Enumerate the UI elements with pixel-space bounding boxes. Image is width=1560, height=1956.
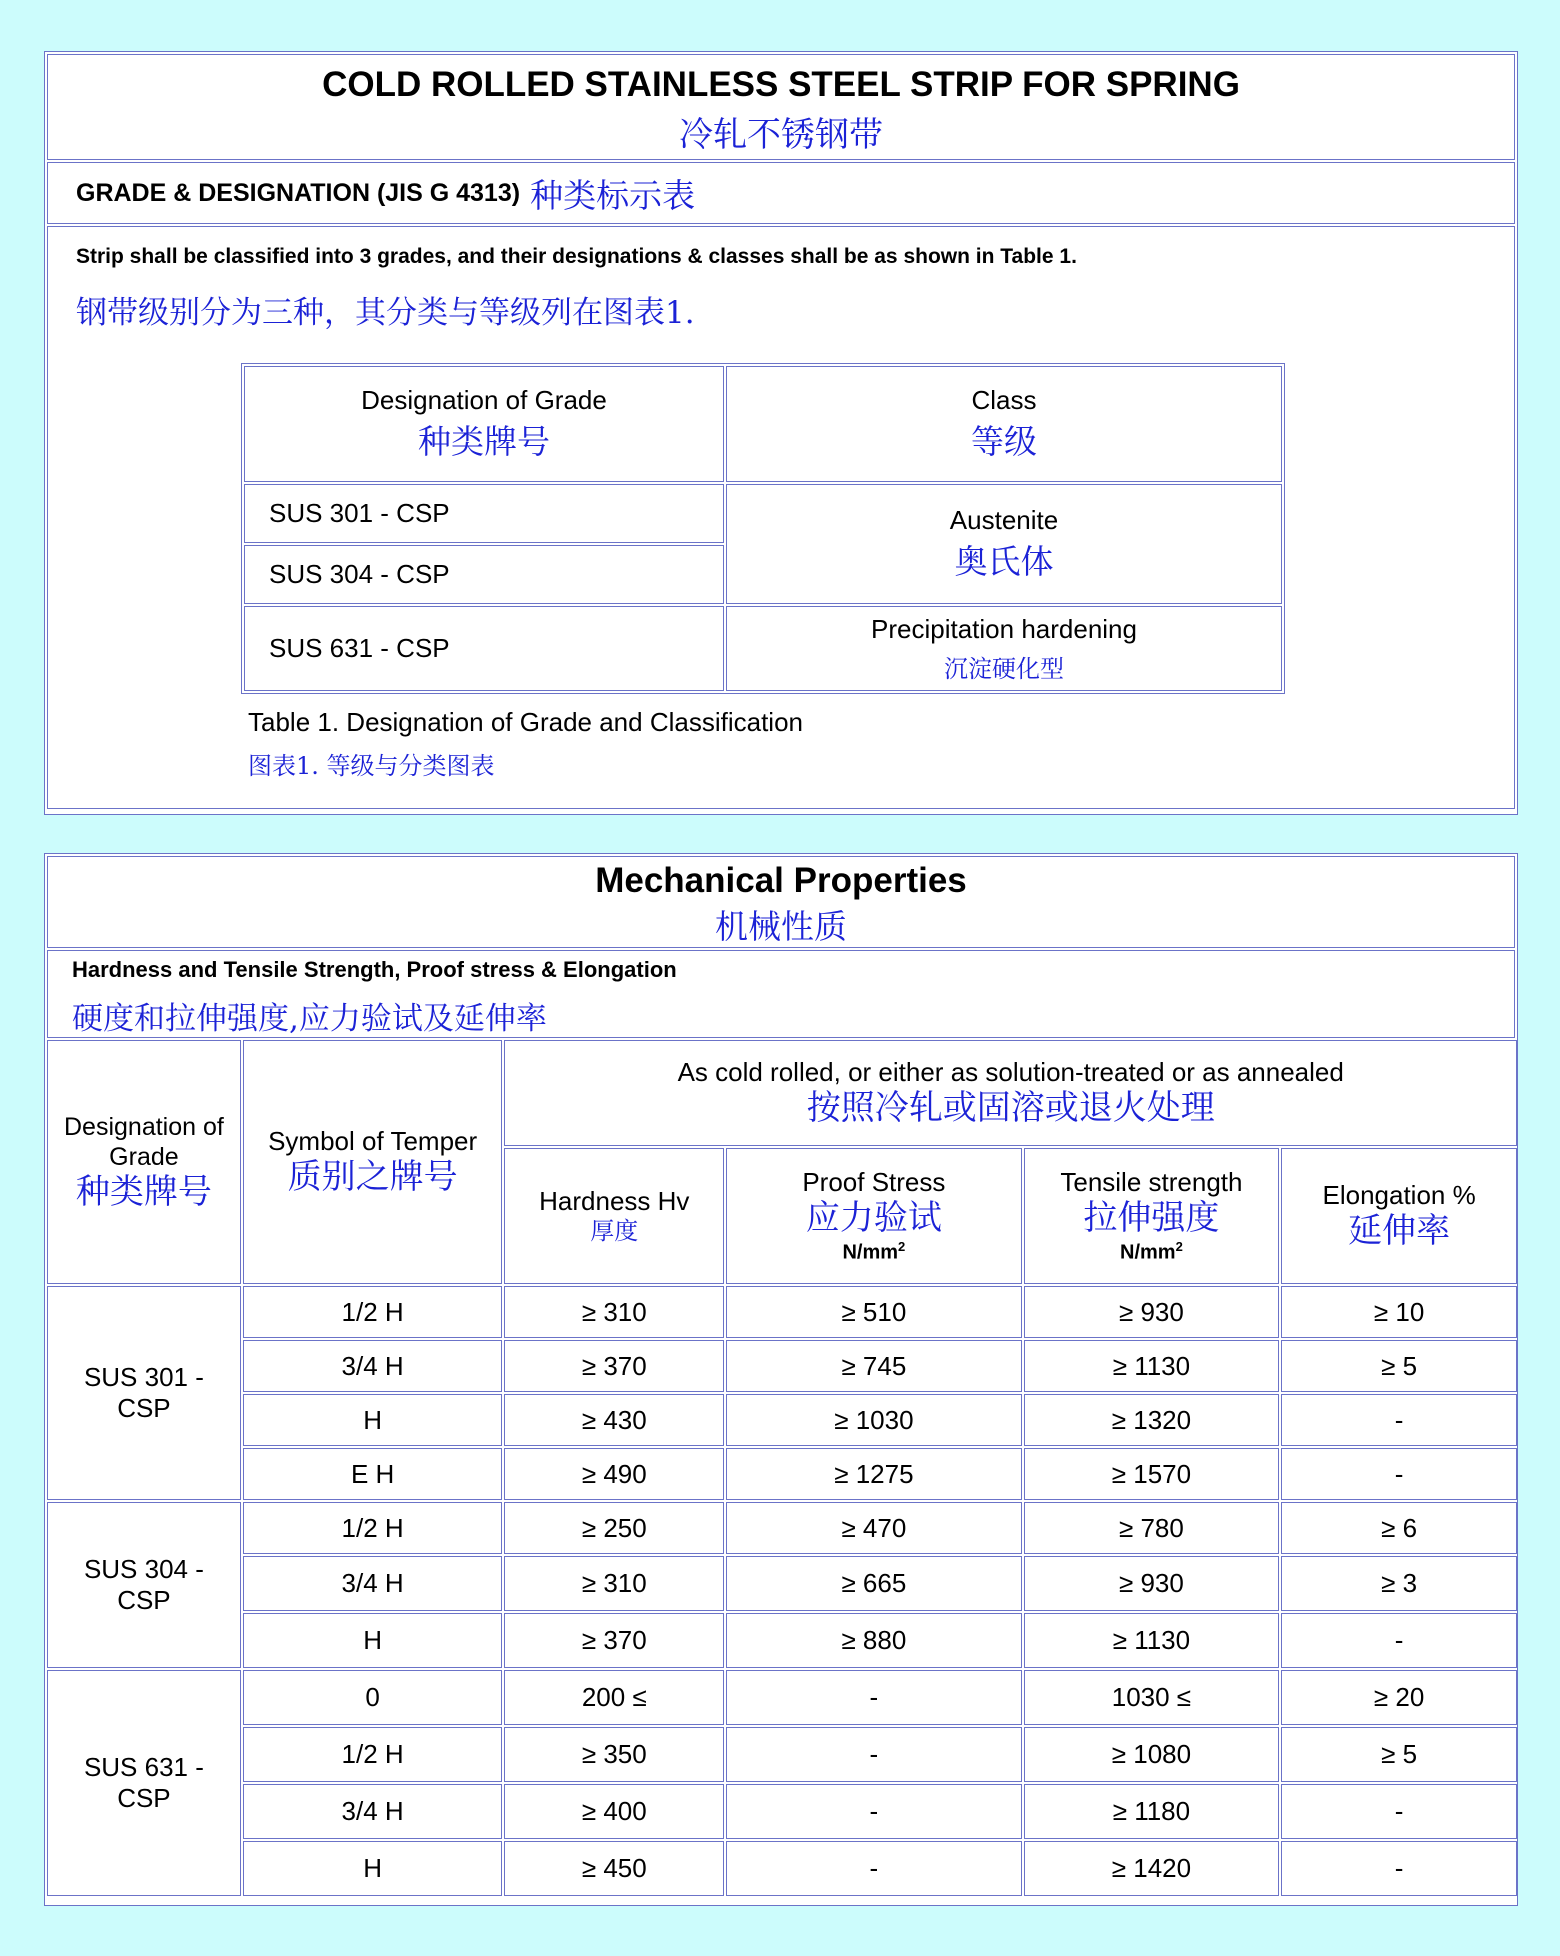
table-caption-text: Table 1. Designation of Grade and Classification [248, 707, 803, 737]
hardness-cell: ≥ 450 [504, 1841, 724, 1896]
elongation-cell: - [1281, 1613, 1517, 1668]
elongation-cell: ≥ 6 [1281, 1502, 1517, 1554]
proof-stress-cell: - [726, 1727, 1021, 1782]
header-hardness-text: Hardness Hv [539, 1186, 690, 1216]
header-temper-chinese: 质别之牌号 [287, 1157, 458, 1198]
col-header-class-chinese: 等级 [971, 422, 1037, 461]
tensile-cell: ≥ 1130 [1024, 1340, 1280, 1392]
hardness-cell: ≥ 350 [504, 1727, 724, 1782]
grade-heading-chinese: 种类标示表 [530, 175, 696, 215]
hardness-cell: ≥ 430 [504, 1394, 724, 1446]
proof-stress-cell: ≥ 880 [726, 1613, 1021, 1668]
temper-cell: 3/4 H [243, 1556, 503, 1611]
grade-heading-text: GRADE & DESIGNATION (JIS G 4313) [76, 178, 521, 207]
tensile-cell: ≥ 780 [1024, 1502, 1280, 1554]
header-proof-stress [726, 1148, 1021, 1284]
table-row [47, 1556, 1517, 1611]
hardness-cell: ≥ 250 [504, 1502, 724, 1554]
tensile-cell: ≥ 1080 [1024, 1727, 1280, 1782]
elongation-cell: - [1281, 1448, 1517, 1500]
proof-stress-cell: ≥ 1030 [726, 1394, 1021, 1446]
elongation-cell: ≥ 10 [1281, 1286, 1517, 1338]
unit-exponent: 2 [898, 1239, 906, 1255]
mp-title-chinese: 机械性质 [715, 907, 847, 946]
header-tensile-unit [1026, 1239, 1278, 1265]
table-row [47, 1286, 1517, 1338]
class-cell-austenite [726, 484, 1282, 604]
col-header-grade [244, 366, 724, 482]
page-title-chinese: 冷轧不锈钢带 [679, 115, 883, 155]
table-row [47, 1613, 1517, 1668]
header-proof-text: Proof Stress [802, 1167, 946, 1198]
header-elongation [1281, 1148, 1517, 1284]
hardness-cell: ≥ 400 [504, 1784, 724, 1839]
tensile-cell: ≥ 930 [1024, 1286, 1280, 1338]
intro-text: Strip shall be classified into 3 grades, and their designations & classes shall be as shown in Table 1. [76, 245, 1077, 268]
header-condition [504, 1040, 1517, 1146]
temper-cell: H [243, 1613, 503, 1668]
table-row [47, 1502, 1517, 1554]
proof-stress-cell: ≥ 470 [726, 1502, 1021, 1554]
temper-cell: E H [243, 1448, 503, 1500]
temper-cell: 1/2 H [243, 1286, 503, 1338]
grade-cell: SUS 301 - CSP [244, 484, 724, 543]
proof-stress-cell: - [726, 1841, 1021, 1896]
grade-heading [47, 162, 1515, 224]
mp-title: Mechanical Properties [595, 861, 967, 900]
tensile-cell: 1030 ≤ [1024, 1670, 1280, 1725]
intro-text-chinese: 钢带级别分为三种，其分类与等级列在图表1. [76, 295, 695, 331]
header-condition-text: As cold rolled, or either as solution-treated or as annealed [677, 1057, 1344, 1087]
hardness-cell: ≥ 370 [504, 1613, 724, 1668]
class-precipitation-text: Precipitation hardening [871, 613, 1137, 644]
grade-cell: SUS 631 - CSP [244, 606, 724, 691]
grade-designation-panel [44, 51, 1518, 815]
grade-cell: SUS 304 - CSP [244, 545, 724, 604]
unit-text: N/mm [842, 1241, 899, 1264]
col-header-class [726, 366, 1282, 482]
table-caption [248, 707, 803, 781]
grade-class-table [241, 363, 1285, 694]
temper-cell: 1/2 H [243, 1727, 503, 1782]
hardness-cell: ≥ 310 [504, 1556, 724, 1611]
table-caption-chinese: 图表1. 等级与分类图表 [248, 752, 495, 780]
proof-stress-cell: ≥ 745 [726, 1340, 1021, 1392]
header-designation-chinese: 种类牌号 [75, 1171, 212, 1212]
table-row [47, 1340, 1517, 1392]
header-temper-text: Symbol of Temper [268, 1126, 478, 1156]
elongation-cell: - [1281, 1394, 1517, 1446]
elongation-cell: ≥ 20 [1281, 1670, 1517, 1725]
header-temper [243, 1040, 503, 1284]
class-austenite-text: Austenite [949, 505, 1059, 535]
col-header-class-text: Class [971, 385, 1037, 415]
class-austenite-chinese: 奥氏体 [954, 542, 1054, 581]
table-row [47, 1727, 1517, 1782]
title-block [47, 54, 1515, 160]
temper-cell: H [243, 1841, 503, 1896]
class-cell-precipitation [726, 606, 1282, 691]
header-elongation-text: Elongation % [1322, 1180, 1476, 1210]
elongation-cell: - [1281, 1841, 1517, 1896]
temper-cell: 3/4 H [243, 1340, 503, 1392]
header-tensile-chinese: 拉伸强度 [1083, 1198, 1220, 1239]
tensile-cell: ≥ 1180 [1024, 1784, 1280, 1839]
header-hardness-chinese: 厚度 [590, 1217, 639, 1246]
header-designation-text: Designation of Grade [64, 1112, 224, 1171]
mp-subtitle-block [47, 950, 1515, 1038]
table-row [47, 1448, 1517, 1500]
class-precipitation-chinese: 沉淀硬化型 [944, 654, 1064, 683]
elongation-cell: ≥ 5 [1281, 1340, 1517, 1392]
table-row [47, 1394, 1517, 1446]
table-row [47, 1670, 1517, 1725]
mechanical-properties-table [45, 1038, 1519, 1898]
tensile-cell: ≥ 1570 [1024, 1448, 1280, 1500]
temper-cell: 1/2 H [243, 1502, 503, 1554]
header-designation [47, 1040, 241, 1284]
temper-cell: H [243, 1394, 503, 1446]
hardness-cell: 200 ≤ [504, 1670, 724, 1725]
header-tensile-text: Tensile strength [1060, 1167, 1243, 1198]
mp-title-block [47, 856, 1515, 948]
elongation-cell: - [1281, 1784, 1517, 1839]
grade-content [47, 226, 1515, 809]
elongation-cell: ≥ 5 [1281, 1727, 1517, 1782]
header-condition-chinese: 按照冷轧或固溶或退火处理 [806, 1088, 1215, 1129]
table-row [47, 1841, 1517, 1896]
header-proof-chinese: 应力验试 [805, 1198, 942, 1239]
page-title: COLD ROLLED STAINLESS STEEL STRIP FOR SPRING [322, 65, 1240, 104]
proof-stress-cell: ≥ 665 [726, 1556, 1021, 1611]
hardness-cell: ≥ 310 [504, 1286, 724, 1338]
header-hardness [504, 1148, 724, 1284]
table-row [47, 1784, 1517, 1839]
temper-cell: 0 [243, 1670, 503, 1725]
col-header-grade-text: Designation of Grade [361, 385, 607, 415]
unit-exponent: 2 [1175, 1239, 1183, 1255]
header-proof-unit [728, 1239, 1019, 1265]
proof-stress-cell: ≥ 510 [726, 1286, 1021, 1338]
properties-body [47, 1286, 1517, 1896]
tensile-cell: ≥ 930 [1024, 1556, 1280, 1611]
proof-stress-cell: - [726, 1784, 1021, 1839]
elongation-cell: ≥ 3 [1281, 1556, 1517, 1611]
temper-cell: 3/4 H [243, 1784, 503, 1839]
proof-stress-cell: - [726, 1670, 1021, 1725]
header-elongation-chinese: 延伸率 [1348, 1211, 1451, 1252]
grade-cell: SUS 304 - CSP [47, 1502, 241, 1668]
tensile-cell: ≥ 1130 [1024, 1613, 1280, 1668]
grade-cell: SUS 631 - CSP [47, 1670, 241, 1896]
col-header-grade-chinese: 种类牌号 [418, 422, 550, 461]
mp-subtitle-chinese: 硬度和拉伸强度,应力验试及延伸率 [72, 1001, 547, 1037]
tensile-cell: ≥ 1320 [1024, 1394, 1280, 1446]
grade-cell: SUS 301 - CSP [47, 1286, 241, 1500]
mp-subtitle: Hardness and Tensile Strength, Proof stress & Elongation [72, 957, 677, 982]
proof-stress-cell: ≥ 1275 [726, 1448, 1021, 1500]
unit-text: N/mm [1120, 1241, 1176, 1264]
mechanical-properties-panel [44, 853, 1518, 1906]
tensile-cell: ≥ 1420 [1024, 1841, 1280, 1896]
header-tensile [1024, 1148, 1280, 1284]
hardness-cell: ≥ 490 [504, 1448, 724, 1500]
hardness-cell: ≥ 370 [504, 1340, 724, 1392]
